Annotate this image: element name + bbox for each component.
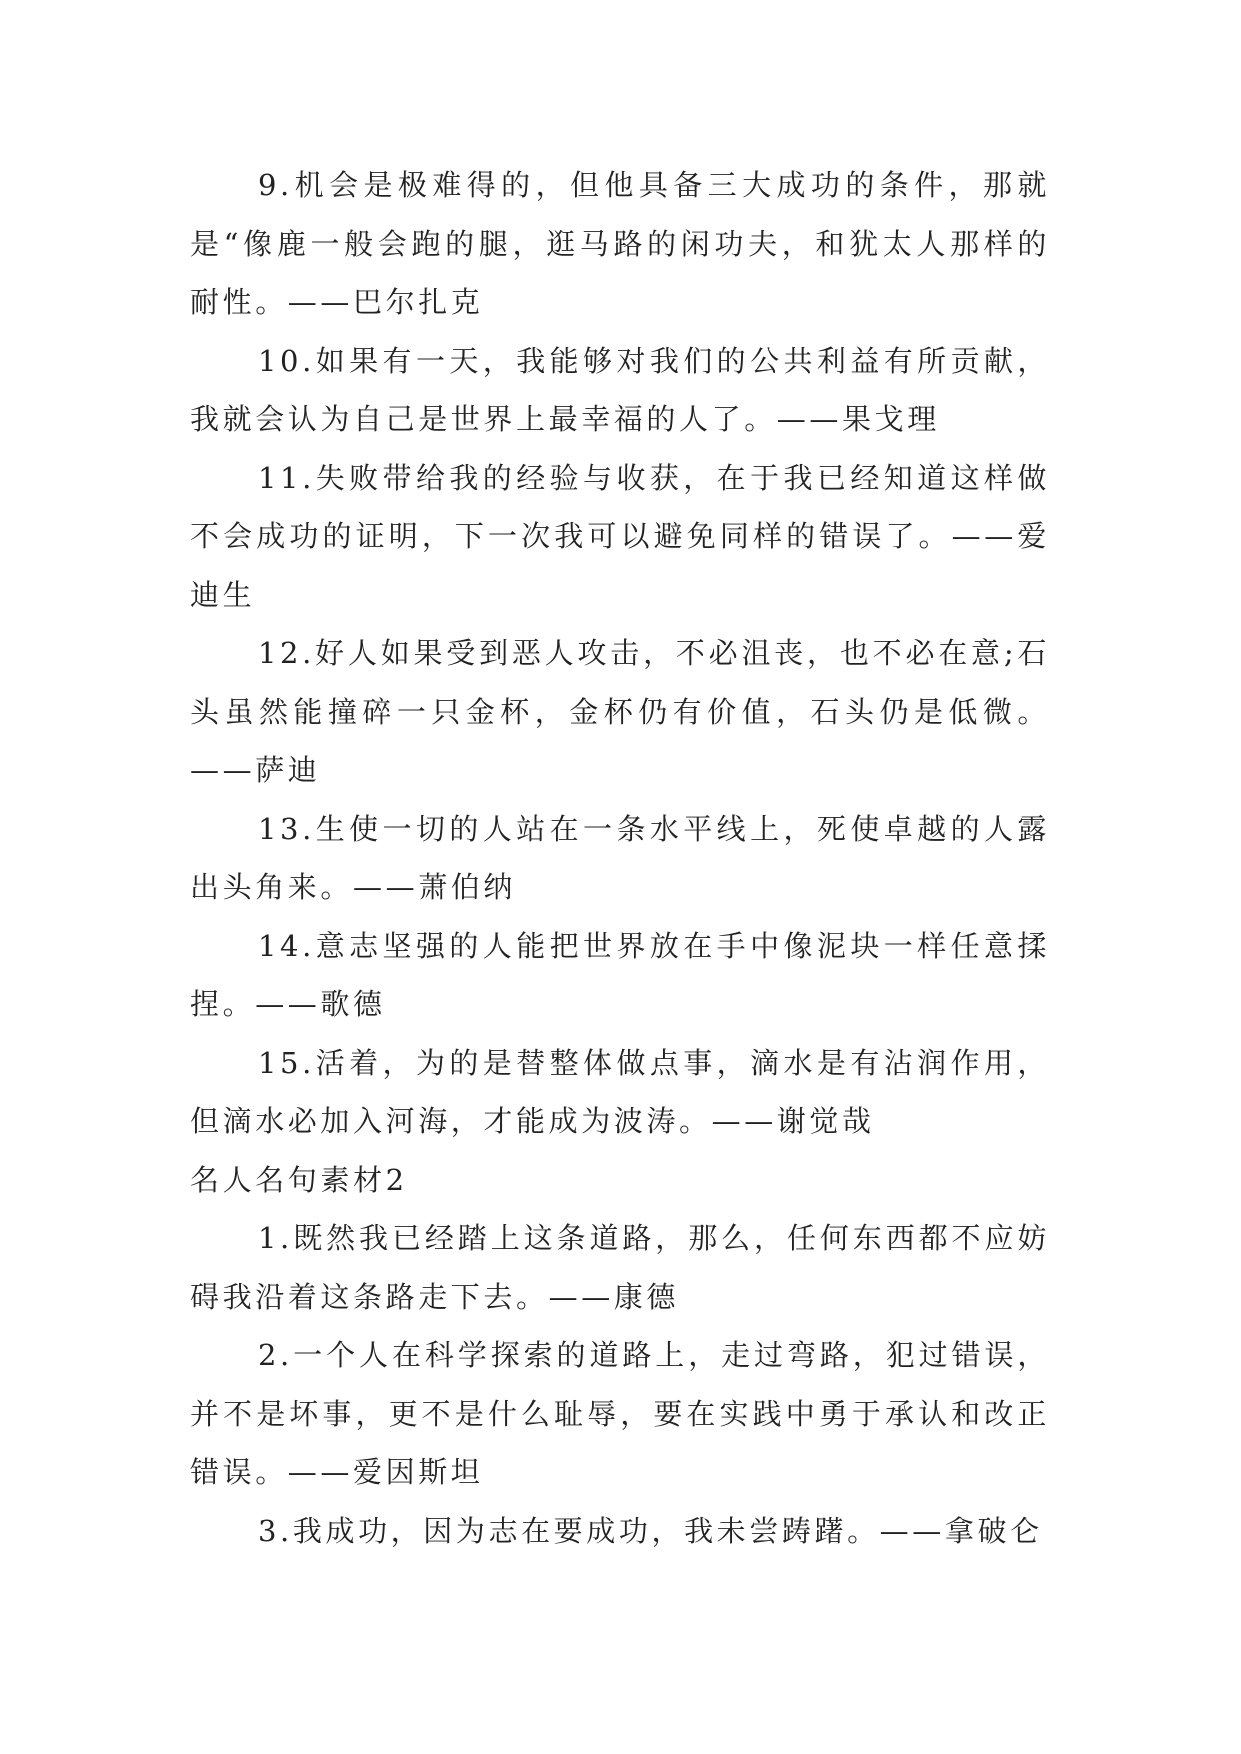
section-quote-2: 2.一个人在科学探索的道路上，走过弯路，犯过错误，并不是坏事，更不是什么耻辱，要在实践中勇于承认和改正错误。——爱因斯坦 — [190, 1338, 1050, 1489]
quote-paragraph-11: 11.失败带给我的经验与收获，在于我已经知道这样做不会成功的证明，下一次我可以避免同样的错误了。——爱迪生 — [190, 460, 1050, 612]
quote-paragraph-10: 10.如果有一天，我能够对我们的公共利益有所贡献，我就会认为自己是世界上最幸福的人了。——果戈理 — [190, 343, 1050, 436]
section-heading: 名人名句素材2 — [190, 1162, 408, 1197]
quote-paragraph-14: 14.意志坚强的人能把世界放在手中像泥块一样任意揉捏。——歌德 — [190, 928, 1050, 1021]
quote-paragraph-12: 12.好人如果受到恶人攻击，不必沮丧，也不必在意;石头虽然能撞碎一只金杯，金杯仍有价值，石头仍是低微。——萨迪 — [190, 636, 1050, 787]
document-body — [190, 156, 1050, 1560]
section-quote-1: 1.既然我已经踏上这条道路，那么，任何东西都不应妨碍我沿着这条路走下去。——康德 — [190, 1221, 1050, 1314]
quote-paragraph-9: 9.机会是极难得的，但他具备三大成功的条件，那就是“像鹿一般会跑的腿，逛马路的闲功夫，和犹太人那样的耐性。——巴尔扎克 — [190, 168, 1050, 319]
quote-paragraph-13: 13.生使一切的人站在一条水平线上，死使卓越的人露出头角来。——萧伯纳 — [190, 811, 1050, 904]
section-quote-3: 3.我成功，因为志在要成功，我未尝踌躇。——拿破仑 — [258, 1513, 1043, 1548]
quote-paragraph-15: 15.活着，为的是替整体做点事，滴水是有沾润作用，但滴水必加入河海，才能成为波涛。——谢觉哉 — [190, 1045, 1050, 1138]
